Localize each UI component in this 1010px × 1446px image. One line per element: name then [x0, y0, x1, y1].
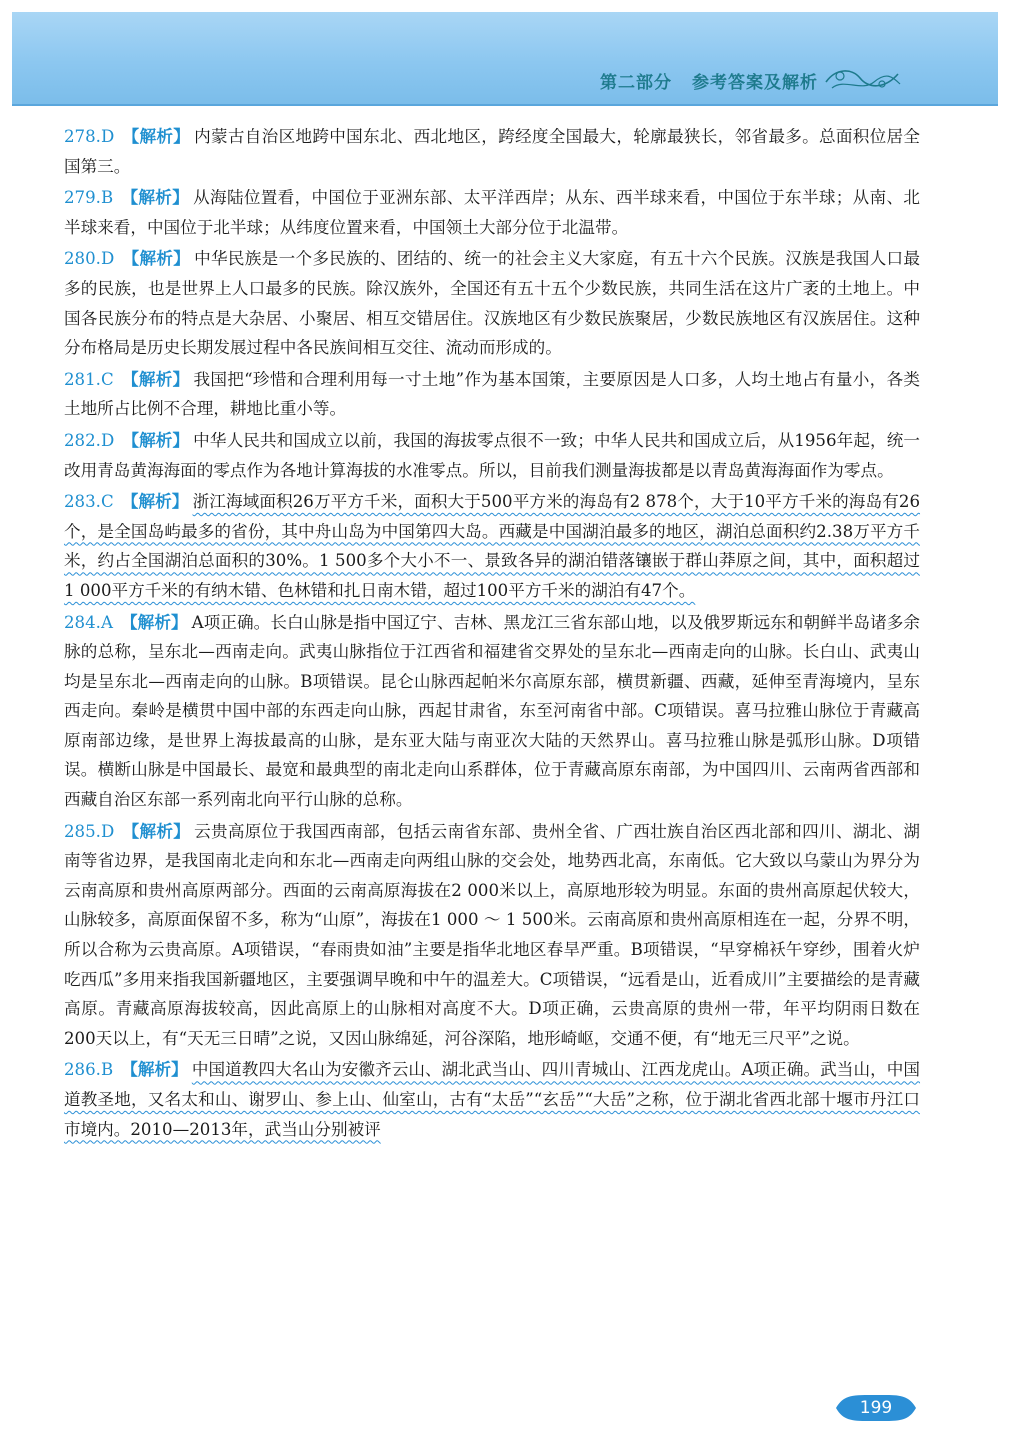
answer-number: 278.D [64, 127, 115, 146]
answer-entry-279 [64, 183, 920, 242]
answer-text: 中华民族是一个多民族的、团结的、统一的社会主义大家庭，有五十六个民族。汉族是我国人口最多的民族，也是世界上人口最多的民族。除汉族外，全国还有五十五个少数民族，共同生活在这片广袤的土地上。中国各民族分布的特点是大杂居、小聚居、相互交错居住。汉族地区有少数民族聚居，少数民族地区有汉族居住。这种分布格局是历史长期发展过程中各民族间相互交往、流动而形成的。 [64, 249, 921, 358]
header-title-text: 参考答案及解析 [692, 73, 818, 93]
answer-entry-282 [64, 426, 920, 485]
answer-text: 中华人民共和国成立以前，我国的海拔零点很不一致；中华人民共和国成立后，从1956年起，统一改用青岛黄海海面的零点作为各地计算海拔的水准零点。所以，目前我们测量海拔都是以青岛黄海海面作为零点。 [64, 430, 921, 480]
answer-text: 云贵高原位于我国西南部，包括云南省东部、贵州全省、广西壮族自治区西北部和四川、湖北、湖南等省边界，是我国南北走向和东北—西南走向两组山脉的交会处，地势西北高，东南低。它大致以乌蒙山为界分为云南高原和贵州高原两部分。西面的云南高原海拔在2 000米以上，高原地形较为明显。东面的贵州高原起伏较大，山脉较多，高原面保留不多，称为“山原”，海拔在1 000 ～ 1 500米。云南高原和贵州高原相连在一起，分界不明，所以合称为云贵高原。A项错误，“春雨贵如油”主要是指华北地区春旱严重。B项错误，“早穿棉袄午穿纱，围着火炉吃西瓜”多用来指我国新疆地区，主要强调早晚和中午的温差大。C项错误，“远看是山，近看成川”主要描绘的是青藏高原。青藏高原海拔较高，因此高原上的山脉相对高度不大。D项正确，云贵高原的贵州一带，年平均阴雨日数在200天以上，有“天无三日晴”之说，又因山脉绵延，河谷深陷，地形崎岖，交通不便，有“地无三尺平”之说。 [64, 821, 921, 1048]
answer-text: A项正确。长白山脉是指中国辽宁、吉林、黑龙江三省东部山地，以及俄罗斯远东和朝鲜半岛诸多余脉的总称，呈东北—西南走向。武夷山脉指位于江西省和福建省交界处的呈东北—西南走向的山脉。长白山、武夷山均是呈东北—西南走向的山脉。B项错误。昆仑山脉西起帕米尔高原东部，横贯新疆、西藏，延伸至青海境内，呈东西走向。秦岭是横贯中国中部的东西走向山脉，西起甘肃省，东至河南省中部。C项错误。喜马拉雅山脉位于青藏高原南部边缘，是世界上海拔最高的山脉，是东亚大陆与南亚次大陆的天然界山。喜马拉雅山脉是弧形山脉。D项错误。横断山脉是中国最长、最宽和最典型的南北走向山系群体，位于青藏高原东南部，为中国四川、云南两省西部和西藏自治区东部一系列南北向平行山脉的总称。 [64, 612, 921, 810]
answer-entry-286 [64, 1055, 920, 1144]
analysis-tag: 【解析】 [120, 611, 188, 632]
analysis-tag: 【解析】 [121, 1059, 188, 1080]
answer-entry-283 [64, 487, 920, 605]
analysis-tag: 【解析】 [122, 248, 191, 269]
analysis-tag: 【解析】 [121, 368, 190, 389]
page-header [12, 12, 998, 106]
answer-entry-281 [64, 365, 920, 424]
answer-text: 从海陆位置看，中国位于亚洲东部、太平洋西岸；从东、西半球来看，中国位于东半球；从南、北半球来看，中国位于北半球；从纬度位置来看，中国领土大部分位于北温带。 [64, 188, 921, 237]
answer-entry-278 [64, 122, 920, 181]
answer-number: 283.C [64, 492, 114, 512]
scroll-ornament-icon [822, 62, 902, 96]
header-section: 第二部分 [600, 73, 672, 93]
answer-number: 279.B [64, 188, 114, 208]
answer-text-underlined: 浙江海域面积26万平方千米，面积大于500平方米的海岛有2 878个，大于10平方千米的海岛有26个，是全国岛屿最多的省份，其中舟山岛为中国第四大岛。西藏是中国湖泊最多的地区，湖泊总面积约2.38万平方千米，约占全国湖泊总面积的30%。1 500多个大小不一、景致各异的湖泊错落镶嵌于群山莽原之间，其中，面积超过1 000平方千米的有纳木错、色林错和扎日南木错，超过100平方千米的湖泊有47个。 [64, 492, 921, 600]
page-number-badge [834, 1392, 918, 1424]
analysis-tag: 【解析】 [121, 491, 189, 512]
answer-entry-285 [64, 817, 920, 1054]
answer-number: 286.B [64, 1060, 114, 1080]
analysis-tag: 【解析】 [122, 429, 190, 450]
answer-entry-284 [64, 608, 920, 815]
answer-entry-280 [64, 244, 920, 362]
answer-text: 内蒙古自治区地跨中国东北、西北地区，跨经度全国最大，轮廓最狭长，邻省最多。总面积位居全国第三。 [64, 127, 921, 176]
header-title [600, 68, 818, 93]
answer-number: 280.D [64, 249, 115, 269]
answer-number: 284.A [64, 612, 113, 632]
analysis-tag: 【解析】 [121, 187, 190, 208]
answer-text-underlined: 中国道教四大名山为安徽齐云山、湖北武当山、四川青城山、江西龙虎山。A项正确。武当山，中国道教圣地，又名太和山、谢罗山、参上山、仙室山，古有“太岳”“玄岳”“大岳”之称，位于湖北省西北部十堰市丹江口市境内。2010—2013年，武当山分别被评 [64, 1060, 921, 1139]
analysis-tag: 【解析】 [122, 820, 191, 841]
answer-number: 281.C [64, 369, 114, 389]
analysis-tag: 【解析】 [122, 126, 191, 146]
answer-list [64, 122, 920, 1146]
answer-number: 285.D [64, 821, 115, 841]
answer-text: 我国把“珍惜和合理利用每一寸土地”作为基本国策，主要原因是人口多，人均土地占有量小，各类土地所占比例不合理，耕地比重小等。 [64, 369, 920, 419]
page-number: 199 [859, 1398, 893, 1418]
answer-number: 282.D [64, 430, 115, 450]
